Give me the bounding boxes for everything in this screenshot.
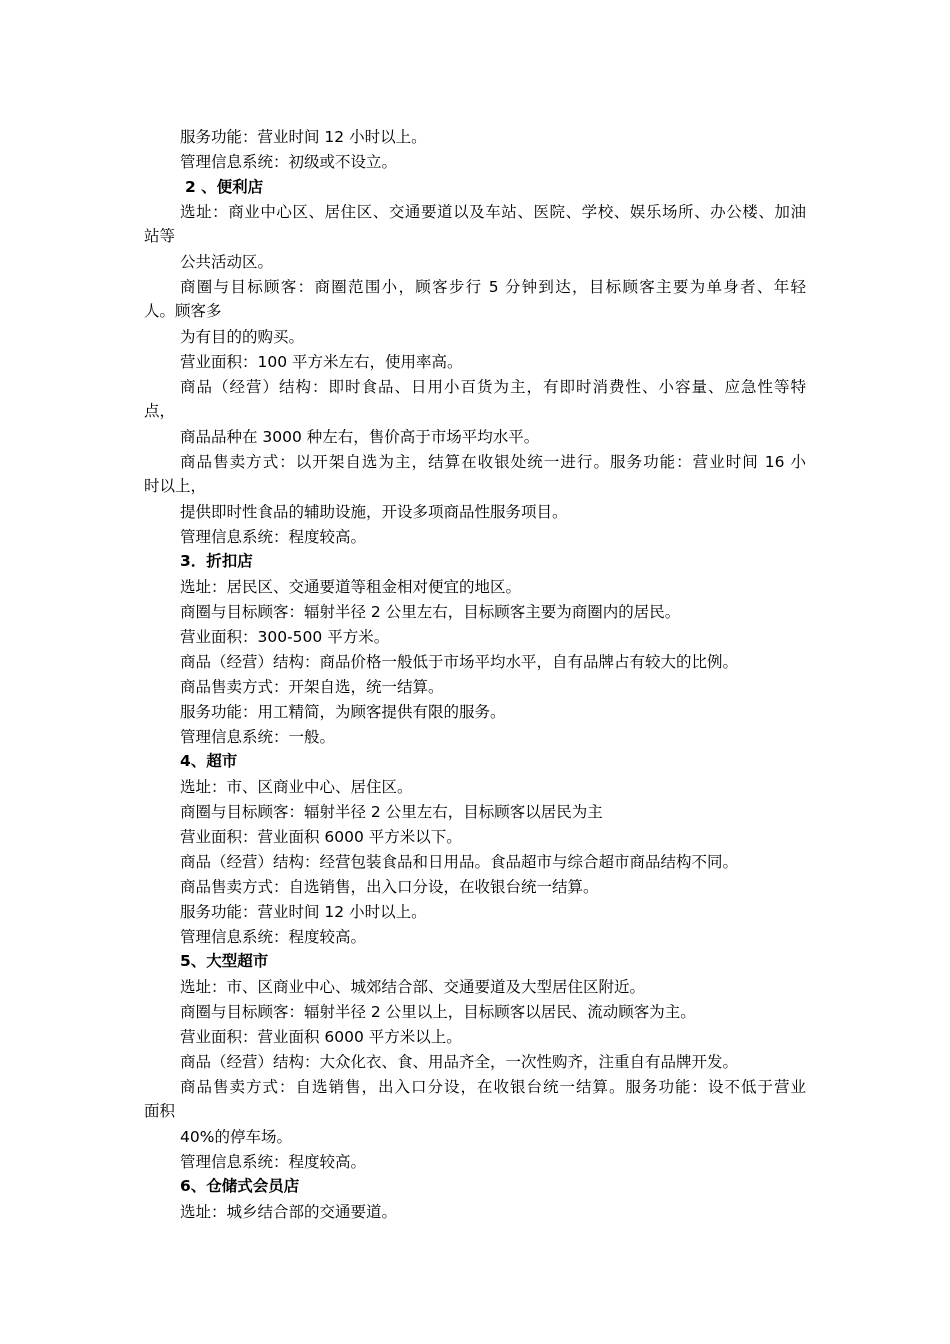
paragraph-line: 选址：居民区、交通要道等租金相对便宜的地区。 xyxy=(180,578,522,596)
paragraph-line: 商品售卖方式：开架自选，统一结算。 xyxy=(180,678,444,696)
paragraph-line: 管理信息系统：初级或不设立。 xyxy=(180,153,398,171)
paragraph-line: 商品（经营）结构：大众化衣、食、用品齐全，一次性购齐，注重自有品牌开发。 xyxy=(180,1053,739,1071)
paragraph-line: 管理信息系统：一般。 xyxy=(180,728,336,746)
section-heading: 5、大型超市 xyxy=(180,952,269,970)
paragraph-line: 商圈与目标顾客：辐射半径 2 公里左右，目标顾客以居民为主 xyxy=(180,803,603,821)
paragraph-line: 营业面积：营业面积 6000 平方米以上。 xyxy=(180,1028,462,1046)
paragraph-line: 服务功能：营业时间 12 小时以上。 xyxy=(180,903,427,921)
section-heading: 4、超市 xyxy=(180,752,238,770)
paragraph-line: 为有目的的购买。 xyxy=(180,328,305,346)
paragraph-line: 营业面积：100 平方米左右，使用率高。 xyxy=(180,353,463,371)
paragraph-line: 点， xyxy=(144,402,176,420)
paragraph-line: 管理信息系统：程度较高。 xyxy=(180,928,367,946)
section-heading: 2 、便利店 xyxy=(185,178,264,196)
paragraph-line: 选址：市、区商业中心、城郊结合部、交通要道及大型居住区附近。 xyxy=(180,978,646,996)
paragraph-line: 商品（经营）结构：商品价格一般低于市场平均水平，自有品牌占有较大的比例。 xyxy=(180,653,739,671)
paragraph-line: 选址：城乡结合部的交通要道。 xyxy=(180,1203,398,1221)
paragraph-line: 商圈与目标顾客：辐射半径 2 公里左右，目标顾客主要为商圈内的居民。 xyxy=(180,603,681,621)
paragraph-line: 商圈与目标顾客：商圈范围小，顾客步行 5 分钟到达，目标顾客主要为单身者、年轻 xyxy=(180,278,806,296)
paragraph-line: 人。顾客多 xyxy=(144,302,222,320)
paragraph-line: 营业面积：300-500 平方米。 xyxy=(180,628,390,646)
paragraph-line: 商品售卖方式：自选销售，出入口分设，在收银台统一结算。服务功能：设不低于营业 xyxy=(180,1078,806,1096)
paragraph-line: 40%的停车场。 xyxy=(180,1128,292,1146)
paragraph-line: 商圈与目标顾客：辐射半径 2 公里以上，目标顾客以居民、流动顾客为主。 xyxy=(180,1003,696,1021)
paragraph-line: 管理信息系统：程度较高。 xyxy=(180,1153,367,1171)
paragraph-line: 提供即时性食品的辅助设施，开设多项商品性服务项目。 xyxy=(180,503,568,521)
paragraph-line: 服务功能：营业时间 12 小时以上。 xyxy=(180,128,427,146)
paragraph-line: 选址：市、区商业中心、居住区。 xyxy=(180,778,413,796)
paragraph-line: 商品售卖方式：以开架自选为主，结算在收银处统一进行。服务功能：营业时间 16 小 xyxy=(180,453,806,471)
paragraph-line: 服务功能：用工精简，为顾客提供有限的服务。 xyxy=(180,703,506,721)
section-heading: 6、仓储式会员店 xyxy=(180,1177,300,1195)
paragraph-line: 管理信息系统：程度较高。 xyxy=(180,528,367,546)
paragraph-line: 商品品种在 3000 种左右，售价高于市场平均水平。 xyxy=(180,428,540,446)
paragraph-line: 面积 xyxy=(144,1102,176,1120)
paragraph-line: 选址：商业中心区、居住区、交通要道以及车站、医院、学校、娱乐场所、办公楼、加油 xyxy=(180,203,806,221)
paragraph-line: 商品（经营）结构：经营包装食品和日用品。食品超市与综合超市商品结构不同。 xyxy=(180,853,739,871)
paragraph-line: 营业面积：营业面积 6000 平方米以下。 xyxy=(180,828,462,846)
paragraph-line: 站等 xyxy=(144,227,176,245)
paragraph-line: 公共活动区。 xyxy=(180,253,274,271)
paragraph-line: 商品（经营）结构：即时食品、日用小百货为主，有即时消费性、小容量、应急性等特 xyxy=(180,378,806,396)
paragraph-line: 时以上， xyxy=(144,477,207,495)
section-heading: 3．折扣店 xyxy=(180,552,253,570)
paragraph-line: 商品售卖方式：自选销售，出入口分设，在收银台统一结算。 xyxy=(180,878,599,896)
